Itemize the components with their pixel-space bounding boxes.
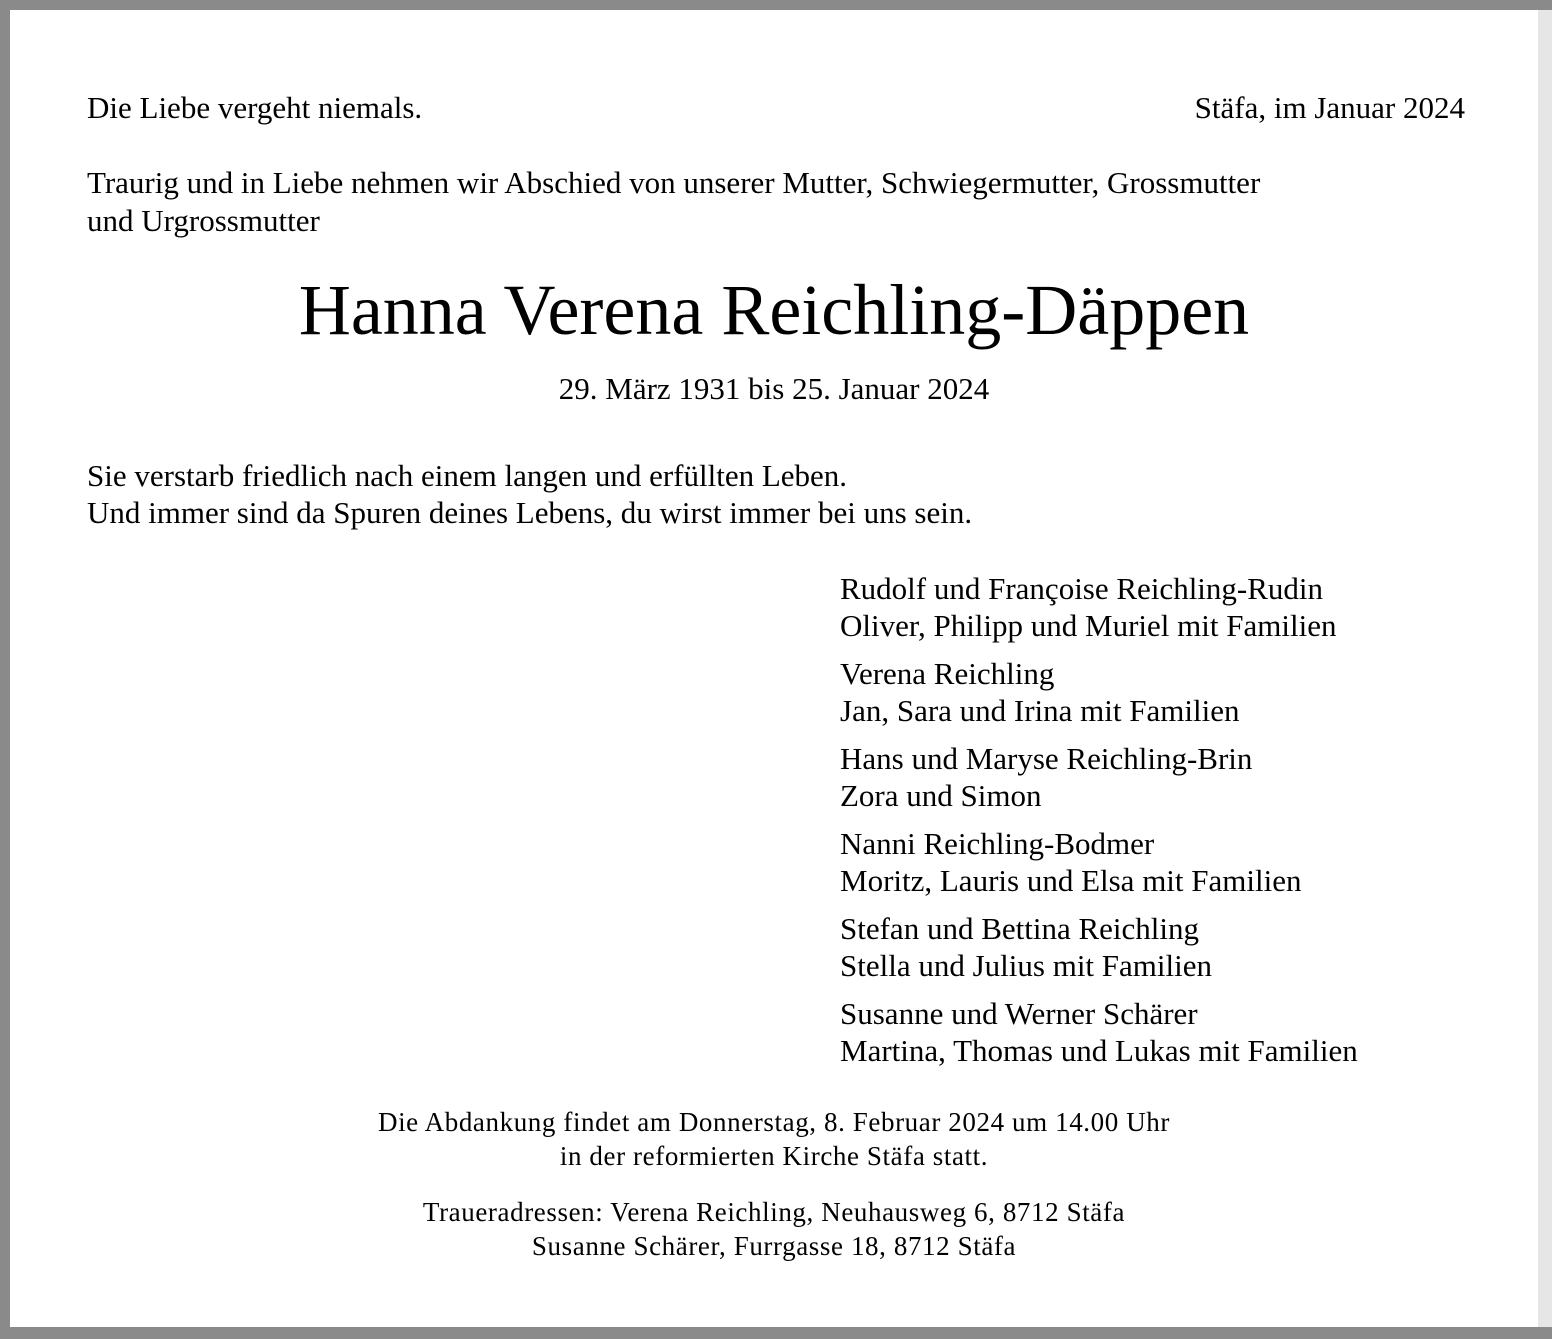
mourner-secondary: Zora und Simon bbox=[840, 778, 1042, 813]
mourner-primary: Rudolf und Françoise Reichling-Rudin bbox=[840, 571, 1324, 606]
life-dates: 29. März 1931 bis 25. Januar 2024 bbox=[558, 371, 990, 406]
intro-line: Traurig und in Liebe nehmen wir Abschied von unserer Mutter, Schwiegermutter, Grossmutter bbox=[87, 165, 1261, 200]
mourners-list bbox=[840, 570, 1358, 1080]
mourning-addresses bbox=[10, 1195, 1538, 1263]
page-edge bbox=[1538, 10, 1552, 1327]
mourner-secondary: Moritz, Lauris und Elsa mit Familien bbox=[840, 863, 1302, 898]
mourner-group bbox=[840, 655, 1358, 729]
mourner-group bbox=[840, 995, 1358, 1069]
mourner-secondary: Jan, Sara und Irina mit Familien bbox=[840, 693, 1240, 728]
intro-text bbox=[87, 164, 1467, 240]
mourner-group bbox=[840, 825, 1358, 899]
mourner-primary: Hans und Maryse Reichling-Brin bbox=[840, 741, 1253, 776]
mourner-primary: Susanne und Werner Schärer bbox=[840, 996, 1198, 1031]
remembrance-line: Sie verstarb friedlich nach einem langen und erfüllten Leben. bbox=[87, 458, 848, 493]
mourner-primary: Verena Reichling bbox=[840, 656, 1055, 691]
address-line: Susanne Schärer, Furrgasse 18, 8712 Stäfa bbox=[531, 1231, 1017, 1261]
obituary-page bbox=[10, 10, 1538, 1327]
mourner-group bbox=[840, 740, 1358, 814]
address-line: Traueradressen: Verena Reichling, Neuhausweg 6, 8712 Stäfa bbox=[422, 1197, 1126, 1227]
motto: Die Liebe vergeht niemals. bbox=[87, 90, 423, 125]
remembrance-line: Und immer sind da Spuren deines Lebens, du wirst immer bei uns sein. bbox=[87, 495, 973, 530]
mourner-group bbox=[840, 910, 1358, 984]
mourner-primary: Nanni Reichling-Bodmer bbox=[840, 826, 1155, 861]
deceased-name: Hanna Verena Reichling-Däppen bbox=[298, 270, 1250, 350]
service-line: in der reformierten Kirche Stäfa statt. bbox=[559, 1141, 989, 1171]
mourner-secondary: Martina, Thomas und Lukas mit Familien bbox=[840, 1033, 1358, 1068]
remembrance-text bbox=[87, 457, 972, 531]
mourner-group bbox=[840, 570, 1358, 644]
service-info bbox=[10, 1105, 1538, 1173]
place-date: Stäfa, im Januar 2024 bbox=[1194, 90, 1465, 125]
mourner-secondary: Stella und Julius mit Familien bbox=[840, 948, 1212, 983]
service-line: Die Abdankung findet am Donnerstag, 8. Februar 2024 um 14.00 Uhr bbox=[377, 1107, 1170, 1137]
mourner-secondary: Oliver, Philipp und Muriel mit Familien bbox=[840, 608, 1337, 643]
mourner-primary: Stefan und Bettina Reichling bbox=[840, 911, 1200, 946]
intro-line: und Urgrossmutter bbox=[87, 203, 320, 238]
